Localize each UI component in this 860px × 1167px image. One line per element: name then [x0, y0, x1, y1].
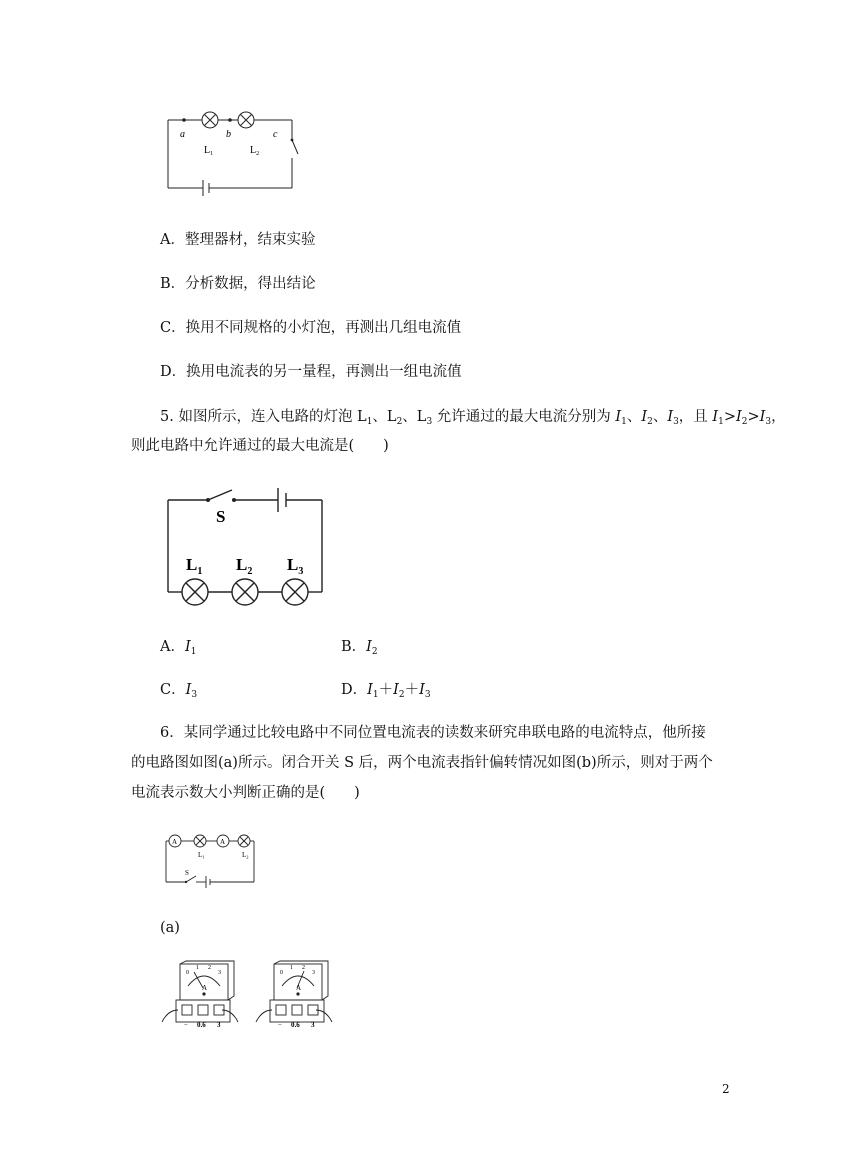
ammeter-figure-b1 [158, 960, 240, 1028]
q6-question-line3: 电流表示数大小判断正确的是( ) [131, 785, 360, 801]
page-number: 2 [722, 1082, 730, 1096]
point-c-label: c [273, 129, 278, 140]
meter2-tick-3: 3 [312, 970, 315, 976]
ammeter-figure-b2 [252, 960, 334, 1028]
meter2-tick-2: 2 [302, 965, 305, 971]
q4-option-b: B．分析数据，得出结论 [160, 276, 316, 292]
q5-option-b: B．$I_2$ [341, 639, 378, 657]
svg-text:L1: $L_1$ [186, 555, 203, 577]
lamp-l2-label: L [242, 851, 247, 859]
meter2-tick-1: 1 [290, 965, 293, 971]
q6-question-line1: 6．某同学通过比较电路中不同位置电流表的读数来研究串联电路的电流特点，他所接 [160, 725, 706, 741]
q5-option-c: C．$I_3$ [160, 682, 198, 700]
lamp-l3-label: L [287, 555, 299, 574]
figure-a-caption: (a) [160, 920, 180, 936]
circuit-figure-q6a [160, 828, 260, 888]
meter1-tick-3: 3 [218, 970, 221, 976]
circuit-figure-q5 [160, 482, 330, 610]
meter1-range-3: 3 [217, 1021, 221, 1029]
point-a-label: a [180, 129, 185, 140]
meter2-unit: A [296, 984, 302, 992]
svg-text:L1: $L_1$ [204, 145, 214, 157]
svg-text:L2: $L_2$ [242, 851, 249, 860]
svg-text:L1: $L_1$ [198, 851, 205, 860]
ammeter2-icon-label: A [220, 838, 226, 846]
meter1-tick-2: 2 [208, 965, 211, 971]
lamp1-label: L [204, 145, 211, 156]
svg-text:L3: $L_3$ [287, 555, 304, 577]
meter2-tick-0: 0 [280, 970, 283, 976]
q6-question-line2: 的电路图如图(a)所示。闭合开关 S 后，两个电流表指针偏转情况如图(b)所示，则对于两个 [131, 755, 713, 771]
svg-text:L2: $L_2$ [250, 145, 260, 157]
q5-option-a: A．$I_1$ [160, 639, 197, 657]
circuit-figure-1 [160, 108, 310, 203]
meter1-terminal-minus: − [184, 1021, 188, 1029]
svg-text:L2: $L_2$ [236, 555, 253, 577]
lamp-l1-label: L [198, 851, 203, 859]
q5-question-line2: 则此电路中允许通过的最大电流是( ) [131, 438, 389, 454]
switch-s-label: S [185, 869, 189, 877]
meter1-range-06: 0.6 [197, 1021, 206, 1029]
lamp-l2-label: L [236, 555, 248, 574]
meter1-tick-1: 1 [196, 965, 199, 971]
meter2-range-06: 0.6 [291, 1021, 300, 1029]
q4-option-d: D．换用电流表的另一量程，再测出一组电流值 [160, 364, 462, 380]
q4-option-c: C．换用不同规格的小灯泡，再测出几组电流值 [160, 320, 462, 336]
meter1-unit: A [202, 984, 208, 992]
q5-option-d: D．$I_1+I_2+I_3$ [341, 682, 431, 700]
meter1-tick-0: 0 [186, 970, 189, 976]
ammeter1-icon-label: A [172, 838, 178, 846]
meter2-terminal-minus: − [278, 1021, 282, 1029]
q4-option-a: A．整理器材，结束实验 [160, 232, 316, 248]
lamp-l1-label: L [186, 555, 198, 574]
point-b-label: b [226, 129, 231, 140]
q5-question-line1: 5. 如图所示，连入电路的灯泡 $L_1$、$L_2$、$L_3$ 允许通过的最大电流分别为 $I_1$、$I_2$、$I_3$，且 $I_1>I_2>I_3$， [160, 409, 786, 427]
lamp2-label: L [250, 145, 257, 156]
switch-s-label: S [216, 507, 226, 526]
meter2-range-3: 3 [311, 1021, 315, 1029]
